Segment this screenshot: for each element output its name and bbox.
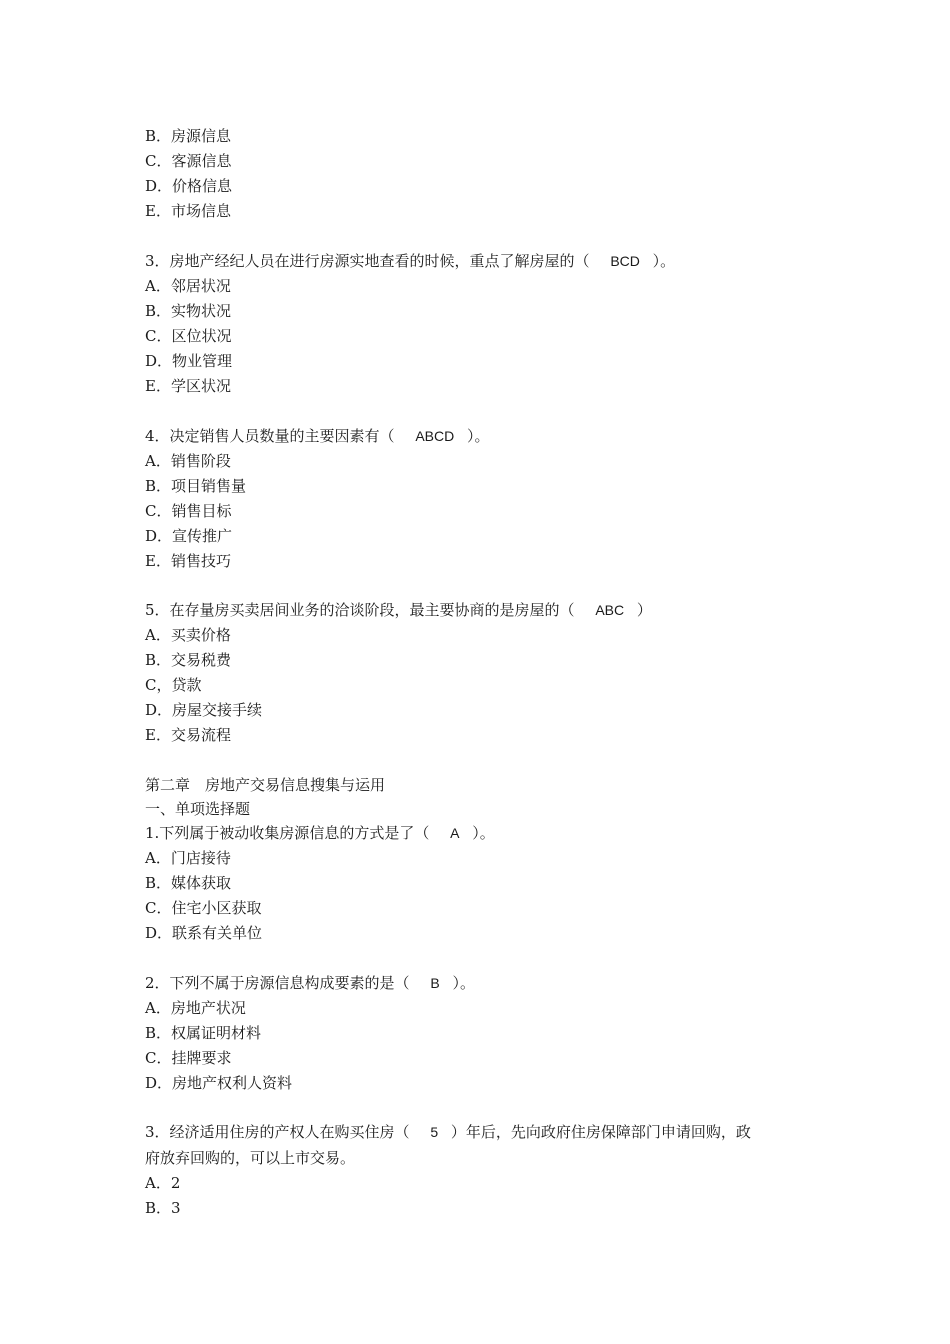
- question-line: [145, 598, 652, 623]
- option-line: D．房地产权利人资料: [145, 1074, 293, 1092]
- option-line: C．区位状况: [145, 327, 232, 345]
- option-line: E．市场信息: [145, 202, 231, 220]
- question-line-continued: 府放弃回购的，可以上市交易。: [145, 1149, 356, 1167]
- option-line: A．邻居状况: [145, 277, 231, 295]
- option-line: D．房屋交接手续: [145, 701, 263, 719]
- option-line: B．3: [145, 1199, 181, 1217]
- chapter-title: 第二章 房地产交易信息搜集与运用: [145, 776, 386, 794]
- answer-text: A: [450, 825, 460, 841]
- option-line: A．销售阶段: [145, 452, 231, 470]
- question-line: [145, 821, 495, 846]
- question-text: 1.下列属于被动收集房源信息的方式是了（: [145, 824, 430, 842]
- option-line: C．住宅小区获取: [145, 899, 262, 917]
- question-text-end: ）。: [472, 824, 495, 842]
- question-line: [145, 1120, 751, 1145]
- option-line: B．交易税费: [145, 651, 232, 669]
- option-line: C．客源信息: [145, 152, 232, 170]
- option-line: A．买卖价格: [145, 626, 231, 644]
- option-line: A．门店接待: [145, 849, 231, 867]
- option-line: C．挂牌要求: [145, 1049, 232, 1067]
- option-line: E．学区状况: [145, 377, 231, 395]
- option-line: D．物业管理: [145, 352, 233, 370]
- option-line: C．销售目标: [145, 502, 232, 520]
- question-text: 3．房地产经纪人员在进行房源实地查看的时候，重点了解房屋的（: [145, 252, 590, 270]
- question-text-end: ）。: [452, 974, 475, 992]
- option-line: D．联系有关单位: [145, 924, 263, 942]
- answer-text: BCD: [610, 253, 640, 269]
- option-line: E．销售技巧: [145, 552, 231, 570]
- option-line: B．房源信息: [145, 127, 232, 145]
- option-line: D．价格信息: [145, 177, 233, 195]
- question-text-end: ）。: [652, 252, 676, 270]
- question-text: 5．在存量房买卖居间业务的洽谈阶段，最主要协商的是房屋的（: [145, 601, 575, 619]
- question-text: 2．下列不属于房源信息构成要素的是（: [145, 974, 410, 992]
- answer-text: B: [430, 975, 440, 991]
- answer-text: ABC: [595, 602, 625, 618]
- answer-text: ABCD: [415, 428, 455, 444]
- option-line: B．权属证明材料: [145, 1024, 262, 1042]
- option-line: E．交易流程: [145, 726, 231, 744]
- option-line: B．媒体获取: [145, 874, 232, 892]
- option-line: C，贷款: [145, 676, 202, 694]
- option-line: B．项目销售量: [145, 477, 247, 495]
- section-title: 一、单项选择题: [145, 800, 251, 818]
- question-text-end: ）。: [467, 427, 490, 445]
- question-text-end: ）年后，先向政府住房保障部门申请回购，政: [450, 1123, 751, 1141]
- option-line: A．房地产状况: [145, 999, 246, 1017]
- question-line: [145, 249, 675, 274]
- question-line: [145, 971, 475, 996]
- option-line: B．实物状况: [145, 302, 232, 320]
- question-text: 3．经济适用住房的产权人在购买住房（: [145, 1123, 410, 1141]
- option-line: D．宣传推广: [145, 527, 233, 545]
- question-text-end: ）: [636, 601, 652, 619]
- question-text: 4．决定销售人员数量的主要因素有（: [145, 427, 395, 445]
- answer-text: 5: [430, 1124, 439, 1140]
- option-line: A．2: [145, 1174, 181, 1192]
- question-line: [145, 424, 490, 449]
